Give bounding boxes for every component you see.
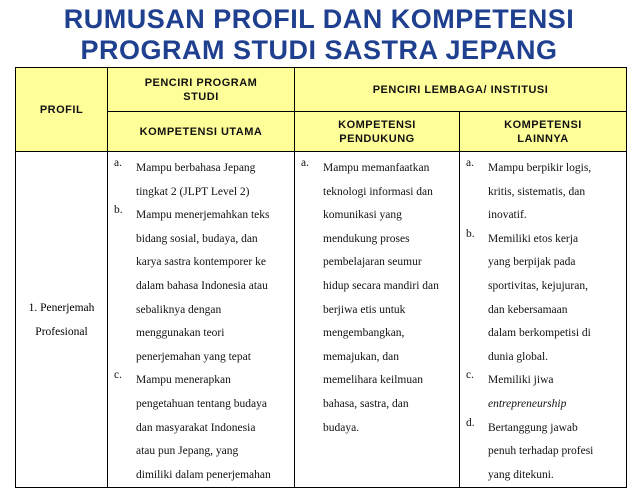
header-kompetensi-pendukung: KOMPETENSI PENDUKUNG (295, 112, 460, 152)
list-item (108, 369, 294, 487)
item-text-line: karya sastra kontemporer ke (136, 256, 266, 269)
page-title (0, 4, 638, 66)
competency-table (15, 67, 627, 488)
item-text-line: penuh terhadap profesi (488, 445, 594, 458)
item-text-line: budaya. (323, 421, 360, 434)
title-line-1: RUMUSAN PROFIL DAN KOMPETENSI (63, 4, 575, 34)
item-marker: a. (466, 157, 474, 169)
item-text-line: atau pun Jepang, yang (136, 445, 239, 458)
item-text-line: berjiwa etis untuk (323, 303, 406, 316)
item-text-line: yang ditekuni. (488, 468, 554, 481)
item-marker: a. (114, 157, 122, 169)
item-text-line: Mampu berpikir logis, (488, 162, 592, 174)
item-text-line: sportivitas, kejujuran, (488, 279, 588, 292)
item-text-line: dan kebersamaan (488, 303, 568, 316)
item-text-line: teknologi informasi dan (323, 185, 433, 198)
header-penciri-lembaga: PENCIRI LEMBAGA/ INSTITUSI (295, 68, 627, 112)
item-text-line: bahasa, sastra, dan (323, 397, 409, 410)
item-text-line: memajukan, dan (323, 350, 400, 363)
item-text-line: inovatif. (488, 209, 527, 222)
item-text-line: dan masyarakat Indonesia (136, 421, 256, 434)
item-text-line: Mampu menerapkan (136, 374, 231, 387)
item-marker: b. (114, 204, 123, 217)
item-text-line: Memiliki etos kerja (488, 232, 579, 245)
item-text-line: dalam bahasa Indonesia atau (136, 279, 268, 292)
item-text-line: Mampu memanfaatkan (323, 162, 430, 174)
item-text-line: dalam berkompetisi di (488, 327, 591, 340)
item-text-line: Mampu berbahasa Jepang (136, 162, 256, 174)
kompetensi-utama-cell (108, 152, 295, 488)
item-text-line: sebaliknya dengan (136, 303, 222, 316)
item-text-line: hidup secara mandiri dan (323, 279, 439, 292)
item-text-line: entrepreneurship (488, 397, 567, 410)
item-text-line: memelihara keilmuan (323, 374, 423, 387)
item-text-line: komunikasi yang (323, 209, 402, 222)
item-marker: c. (114, 369, 122, 382)
item-text-line: Memiliki jiwa (488, 374, 554, 387)
list-item (460, 157, 626, 228)
item-text-line: dunia global. (488, 350, 549, 363)
list-item (460, 228, 626, 370)
item-text-line: mendukung proses (323, 232, 410, 245)
item-text-line: pembelajaran seumur (323, 256, 422, 269)
kompetensi-pendukung-cell (295, 152, 460, 488)
item-text-line: penerjemahan yang tepat (136, 350, 251, 363)
item-text-line: kritis, sistematis, dan (488, 185, 586, 198)
item-marker: c. (466, 369, 474, 382)
title-line-2: PROGRAM STUDI SASTRA JEPANG (80, 35, 558, 65)
list-item (108, 204, 294, 369)
item-text-line: Mampu menerjemahkan teks (136, 209, 270, 222)
item-marker: d. (466, 416, 475, 429)
item-text-line: yang berpijak pada (488, 256, 576, 269)
item-text-line: menggunakan teori (136, 327, 225, 340)
header-kompetensi-lainnya: KOMPETENSI LAINNYA (460, 112, 627, 152)
list-item (460, 417, 626, 488)
item-text-line: Bertanggung jawab (488, 421, 578, 434)
item-text-line: bidang sosial, budaya, dan (136, 232, 258, 245)
header-penciri-program: PENCIRI PROGRAM STUDI (108, 68, 295, 112)
item-text-line: mengembangkan, (323, 327, 405, 340)
list-item (295, 157, 459, 440)
profil-cell: 1. Penerjemah Profesional (16, 152, 108, 488)
item-text-line: tingkat 2 (JLPT Level 2) (136, 185, 250, 198)
item-marker: b. (466, 227, 475, 240)
item-marker: a. (301, 157, 309, 169)
item-text-line: pengetahuan tentang budaya (136, 397, 267, 410)
kompetensi-lainnya-cell (460, 152, 627, 488)
item-text-line: dimiliki dalam penerjemahan (136, 468, 271, 481)
header-kompetensi-utama: KOMPETENSI UTAMA (108, 112, 295, 152)
list-item (460, 369, 626, 416)
header-profil: PROFIL (16, 68, 108, 152)
list-item (108, 157, 294, 204)
